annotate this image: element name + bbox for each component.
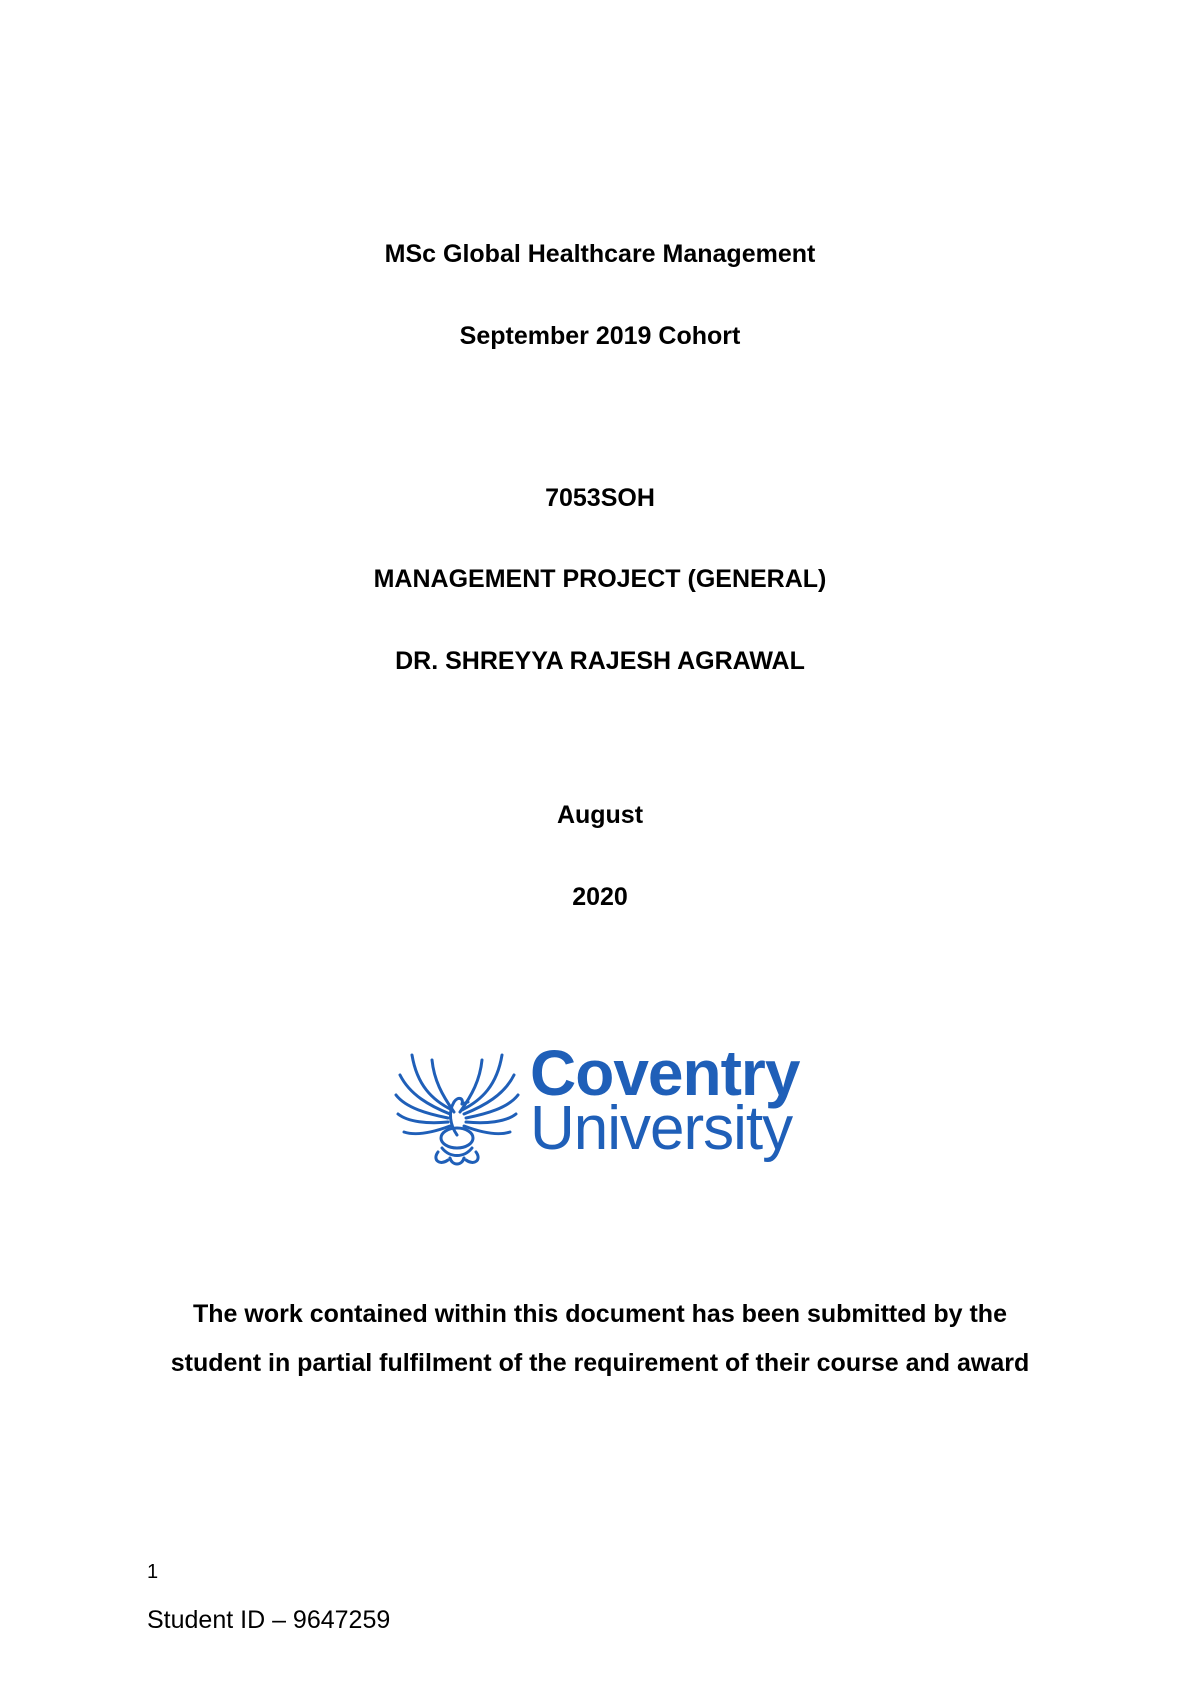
module-title: MANAGEMENT PROJECT (GENERAL) <box>373 565 827 593</box>
coventry-university-logo <box>392 1037 812 1170</box>
logo-line-coventry: Coventry <box>530 1037 800 1109</box>
submission-year: 2020 <box>572 883 628 911</box>
submission-statement: The work contained within this document has been submitted by the student in partial fulfilment of the requirement of their course and award <box>170 1300 1030 1377</box>
phoenix-emblem-icon <box>392 1040 522 1170</box>
logo-wordmark <box>530 1037 810 1170</box>
logo-line-university: University <box>530 1094 793 1163</box>
module-code: 7053SOH <box>545 484 655 512</box>
author-name: DR. SHREYYA RAJESH AGRAWAL <box>395 647 805 675</box>
programme-title: MSc Global Healthcare Management <box>384 240 816 268</box>
student-id: Student ID – 9647259 <box>147 1606 391 1634</box>
cohort-label: September 2019 Cohort <box>459 322 741 350</box>
page-number: 1 <box>147 1561 159 1583</box>
submission-month: August <box>556 801 644 829</box>
